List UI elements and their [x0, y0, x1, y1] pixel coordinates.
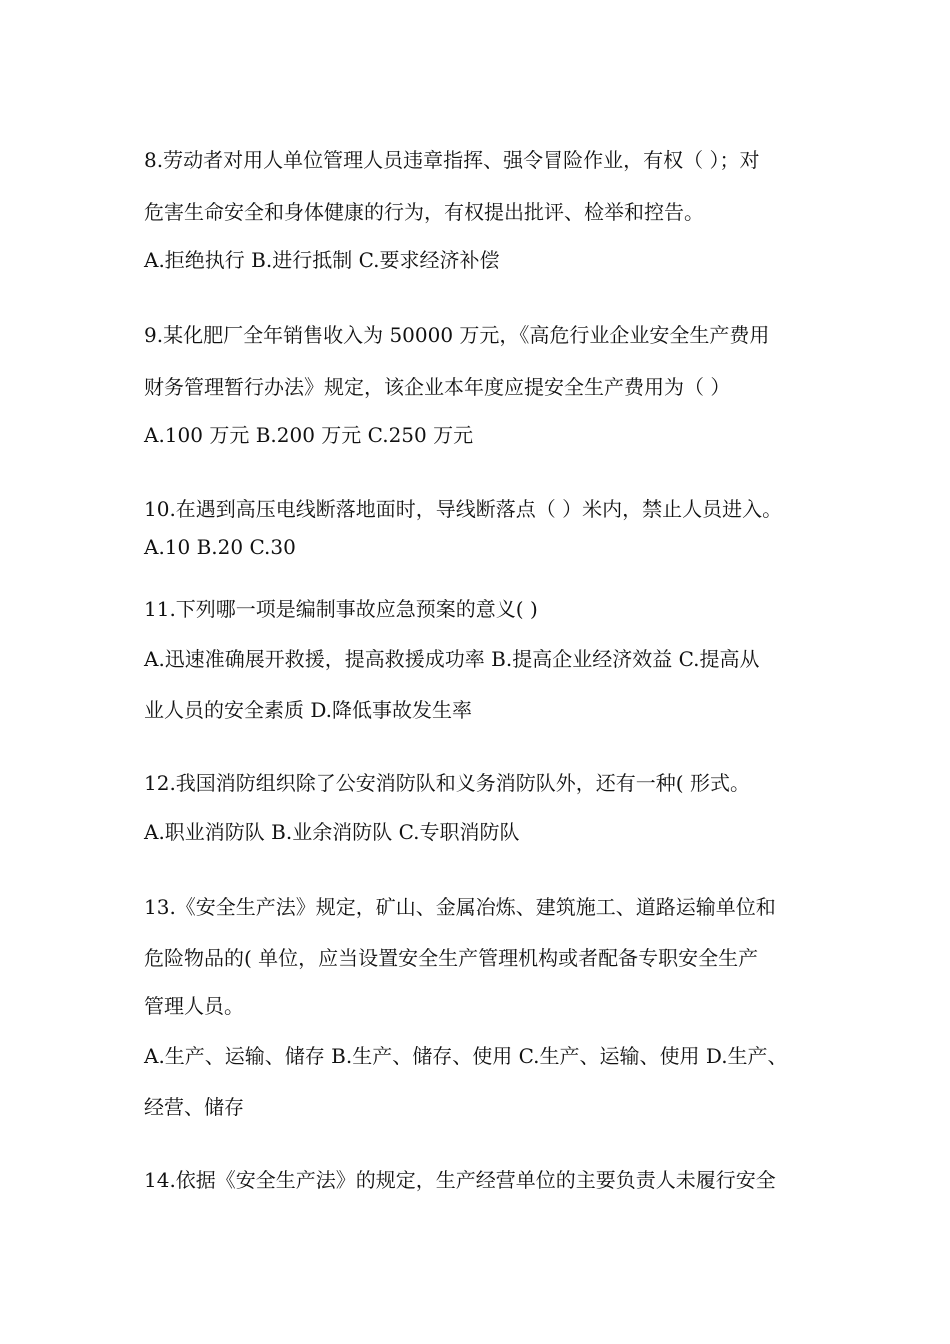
question-12-line-1: 12.我国消防组织除了公安消防队和义务消防队外，还有一种( 形式。	[144, 771, 750, 795]
question-11-options-line-2: 业人员的安全素质 D.降低事故发生率	[144, 698, 473, 722]
question-8-line-2: 危害生命安全和身体健康的行为，有权提出批评、检举和控告。	[144, 200, 704, 224]
question-11-line-1: 11.下列哪一项是编制事故应急预案的意义( )	[144, 597, 538, 621]
question-13-line-1: 13.《安全生产法》规定，矿山、金属冶炼、建筑施工、道路运输单位和	[144, 895, 776, 919]
question-8-options: A.拒绝执行 B.进行抵制 C.要求经济补偿	[144, 248, 500, 272]
question-9-options: A.100 万元 B.200 万元 C.250 万元	[144, 423, 474, 447]
question-9-line-1: 9.某化肥厂全年销售收入为 50000 万元，《高危行业企业安全生产费用	[144, 323, 770, 347]
question-12-options: A.职业消防队 B.业余消防队 C.专职消防队	[144, 820, 520, 844]
question-10-line-1: 10.在遇到高压电线断落地面时，导线断落点（ ）米内，禁止人员进入。	[144, 497, 783, 521]
question-9-line-2: 财务管理暂行办法》规定，该企业本年度应提安全生产费用为（ ）	[144, 375, 731, 399]
question-13-options-line-2: 经营、储存	[144, 1095, 244, 1119]
question-10-options: A.10 B.20 C.30	[144, 535, 296, 559]
question-11-options-line-1: A.迅速准确展开救援，提高救援成功率 B.提高企业经济效益 C.提高从	[144, 647, 760, 671]
question-13-line-3: 管理人员。	[144, 994, 244, 1018]
question-13-options-line-1: A.生产、运输、储存 B.生产、储存、使用 C.生产、运输、使用 D.生产、	[144, 1044, 788, 1068]
question-8-line-1: 8.劳动者对用人单位管理人员违章指挥、强令冒险作业，有权（ ）；对	[144, 148, 760, 172]
question-14-line-1: 14.依据《安全生产法》的规定，生产经营单位的主要负责人未履行安全	[144, 1168, 776, 1192]
question-13-line-2: 危险物品的( 单位，应当设置安全生产管理机构或者配备专职安全生产	[144, 946, 759, 970]
